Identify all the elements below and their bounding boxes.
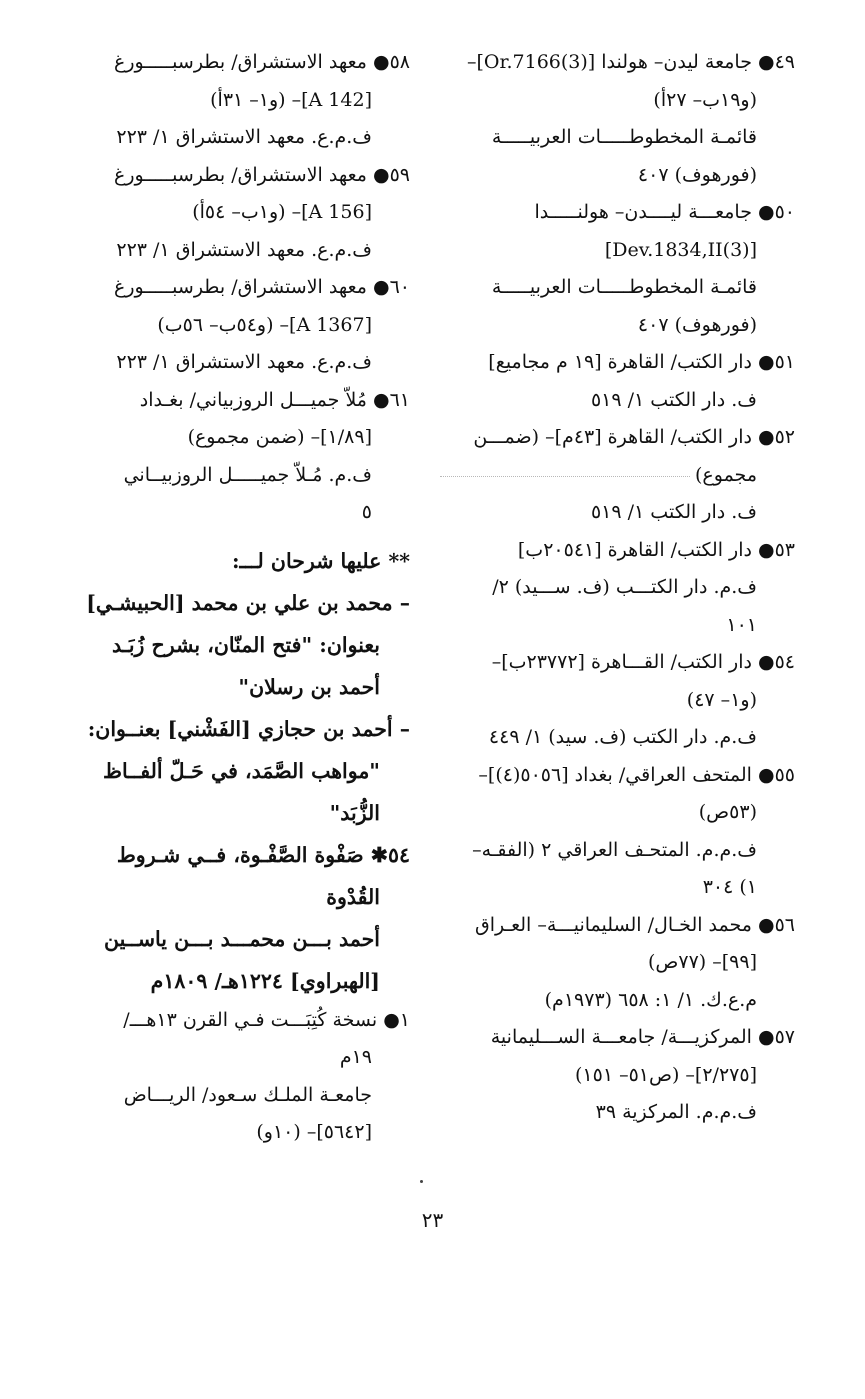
entry-56-pages: [٩٩]– (٧٧ص) [647,951,757,973]
entry-53-catalog-ref: ف.م. دار الكتـــب (ف. ســـيد) ٢/ [492,576,757,598]
entry-54-title: ٥٤● دار الكتب/ القـــاهرة [٢٣٧٧٢ب]– [491,651,795,673]
commentary-2-title-cont: الزُّبَد" [329,800,380,825]
entry-57-pages: [٢/٢٧٥]– (ص٥١– ١٥١) [574,1063,757,1086]
copy-1-shelfmark: [٥٦٤٢]– (١٠و) [256,1121,372,1143]
commentary-2-title: "مواهب الصَّمَد، في حَـلّ ألفــاظ [102,758,380,783]
commentary-1-title-cont: أحمد بن رسلان" [238,674,380,699]
page-number: ٢٣ [421,1208,444,1232]
entry-49-title: ٤٩● جامعة ليدن– هولندا [Or.7166(3)]– [466,51,795,73]
entry-59-folios: [A 156]– (و١ب– ٥٤أ) [192,201,372,223]
entry-55-catalog-ref-cont: ١) ٣٠٤ [702,876,757,898]
entry-50-catalog: قائمـة المخطوطـــــات العربيـــــة [491,276,757,298]
copy-1-title: ١● نسخة كُتِبَـــت فـي القرن ١٣هـــ/ [123,1008,410,1031]
entry-56-title: ٥٦● محمد الخـال/ السليمانيـــة– العـراق [475,913,795,936]
entry-53-catalog-ref-cont: ١٠١ [726,613,757,636]
entry-51-catalog-ref: ف. دار الكتب ١/ ٥١٩ [590,388,757,411]
work-54-author-dates: [الهبراوي] ١٢٢٤هـ/ ١٨٠٩م [150,968,380,993]
commentary-1-author: – محمد بن علي بن محمد [الحبيشـي] [86,590,410,615]
entry-51-title: ٥١● دار الكتب/ القاهرة [١٩ م مجاميع] [488,351,795,373]
entry-61-folios: [١/٨٩]– (ضمن مجموع) [187,426,372,448]
entry-54-catalog-ref: ف.م. دار الكتب (ف. سيد) ١/ ٤٤٩ [488,726,757,748]
entry-55-catalog-ref: ف.م.م. المتحـف العراقي ٢ (الفقـه– [472,838,757,861]
copy-1-location: جامعـة الملـك سـعود/ الريـــاض [123,1083,372,1106]
entry-59-catalog-ref: ف.م.ع. معهد الاستشراق ١/ ٢٢٣ [116,238,372,261]
work-54-author: أحمد بـــن محمـــد بـــن ياســين [104,926,380,951]
commentary-1-title: بعنوان: "فتح المنّان، بشرح زُبَـد [112,632,380,657]
entry-49-folios: (و١٩ب– ٢٧أ) [653,88,757,111]
entry-55-title: ٥٥● المتحف العراقي/ بغداد [٥٠٥٦(٤)]– [478,763,795,786]
copy-1-date-cont: ١٩م [339,1046,372,1068]
entry-60-folios: [A 1367]– (و٥٤ب– ٥٦ب) [157,313,372,336]
commentary-2-author: – أحمد بن حجازي [الفَشْني] بعنــوان: [87,716,410,741]
entry-49-catalog-ref: (فورهوف) ٤٠٧ [637,163,757,186]
entry-61-catalog-ref: ف.م. مُـلاّ جميـــــل الروزبيــاني [123,463,372,486]
entry-55-pages: (٥٣ص) [698,801,757,823]
entry-56-catalog-ref: م.ع.ك. ١/ ١: ٦٥٨ (١٩٧٣م) [544,988,757,1011]
commentaries-heading: ** عليها شرحان لـــ: [231,548,410,573]
entry-59-title: ٥٩● معهد الاستشراق/ بطرسبـــــورغ [114,163,410,186]
entry-49-catalog: قائمـة المخطوطـــــات العربيـــــة [491,126,757,148]
entry-53-title: ٥٣● دار الكتب/ القاهرة [٢٠٥٤١ب] [517,538,795,561]
entry-57-catalog-ref: ف.م.م. المركزية ٣٩ [595,1101,757,1123]
work-54-title-cont: القُدْوة [326,884,380,909]
entry-52-title: ٥٢● دار الكتب/ القاهرة [٤٣م]– (ضمـــن [473,426,795,448]
entry-54-folios: (و١– ٤٧) [686,688,757,711]
entry-50-catalog-ref: (فورهوف) ٤٠٧ [637,313,757,336]
entry-57-title: ٥٧● المركزيـــة/ جامعـــة الســـليمانية [490,1026,795,1048]
entry-50-shelfmark: [Dev.1834,II(3)] [604,238,757,261]
left-column [60,44,410,1152]
entry-60-title: ٦٠● معهد الاستشراق/ بطرسبـــــورغ [114,276,410,298]
entry-50-title: ٥٠● جامعـــة ليــــدن– هولنـــــدا [534,201,795,223]
right-column [445,44,795,1132]
entry-58-title: ٥٨● معهد الاستشراق/ بطرسبـــــورغ [114,51,410,73]
entry-61-catalog-ref-cont: ٥ [361,501,372,523]
entry-52-title-cont: مجموع) [695,463,757,486]
entry-58-folios: [A 142]– (و١– ٣١أ) [210,88,372,111]
scan-artifact-dot [420,1180,423,1183]
entry-52-catalog-ref: ف. دار الكتب ١/ ٥١٩ [590,501,757,523]
entry-61-title: ٦١● مُلاّ جميـــل الروزبياني/ بغـداد [139,388,410,411]
scan-artifact-dotted-rule [440,476,690,477]
entry-58-catalog-ref: ف.م.ع. معهد الاستشراق ١/ ٢٢٣ [116,126,372,148]
entry-60-catalog-ref: ف.م.ع. معهد الاستشراق ١/ ٢٢٣ [116,351,372,373]
work-54-title: ٥٤✱ صَفْوة الصَّفْـوة، فــي شـروط [116,842,410,867]
